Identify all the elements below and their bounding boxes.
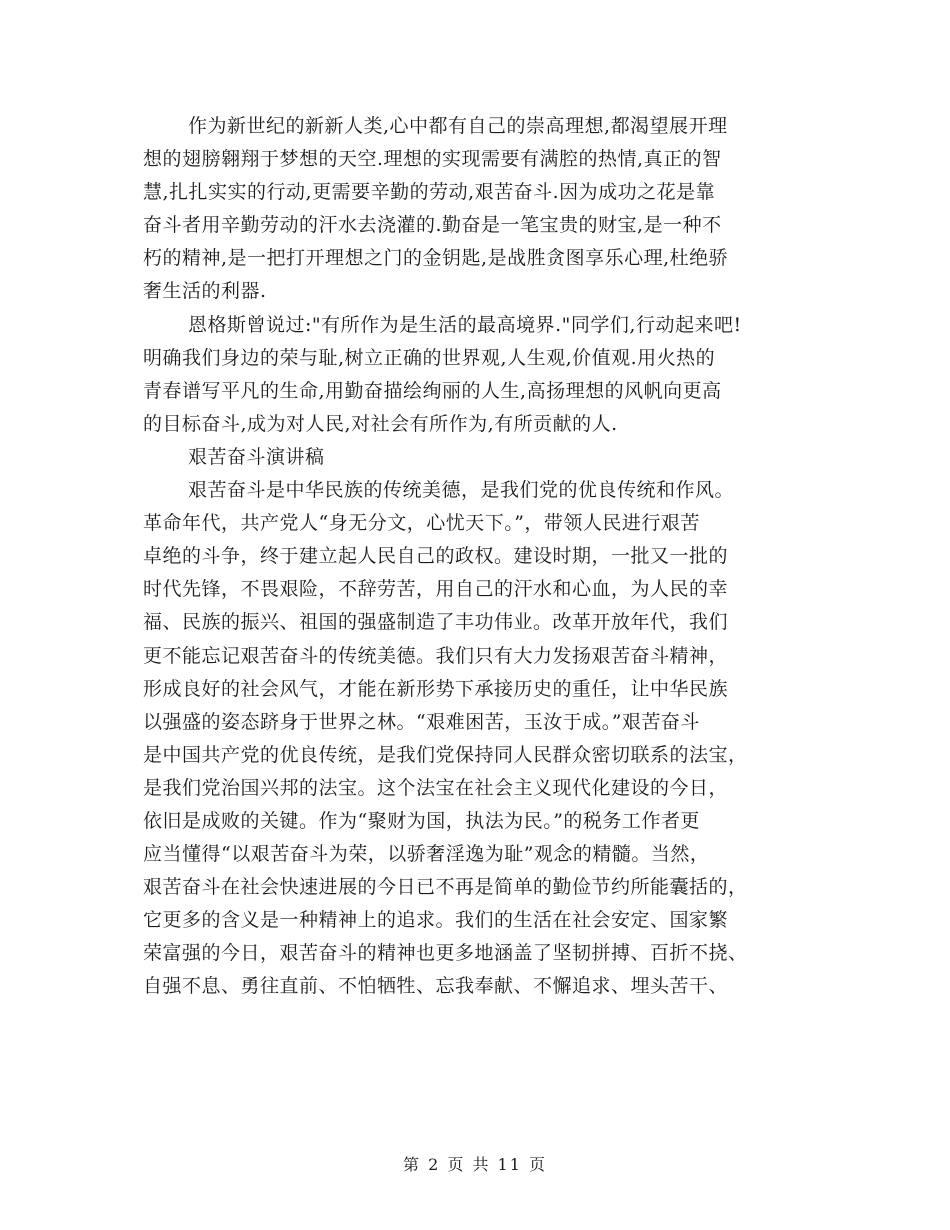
text-line: 明确我们身边的荣与耻,树立正确的世界观,人生观,价值观.用火热的	[143, 346, 716, 369]
text-line: 荣富强的今日，艰苦奋斗的精神也更多地涵盖了坚韧拼搏、百折不挠、	[143, 942, 748, 965]
text-line: 依旧是成败的关键。作为“聚财为国，执法为民。”的税务工作者更	[143, 809, 700, 832]
text-line: 以强盛的姿态跻身于世界之林。“艰难困苦，玉汝于成。”艰苦奋斗	[143, 710, 700, 733]
text-line: 革命年代，共产党人“身无分文，心忧天下。”，带领人民进行艰苦	[143, 512, 700, 535]
text-line: 青春谱写平凡的生命,用勤奋描绘绚丽的人生,高扬理想的风帆向更高	[143, 379, 722, 402]
text-line: 卓绝的斗争，终于建立起人民自己的政权。建设时期，一批又一批的	[143, 545, 729, 568]
text-line: 作为新世纪的新新人类,心中都有自己的崇高理想,都渴望展开理	[188, 115, 728, 137]
text-line: 奋斗者用辛勤劳动的汗水去浇灌的.勤奋是一笔宝贵的财宝,是一种不	[143, 214, 722, 237]
text-line: 是我们党治国兴邦的法宝。这个法宝在社会主义现代化建设的今日，	[143, 776, 729, 799]
page-number-footer: 第 2 页 共 11 页	[403, 1155, 547, 1174]
text-line: 是中国共产党的优良传统，是我们党保持同人民群众密切联系的法宝，	[143, 743, 748, 766]
text-line: 形成良好的社会风气，才能在新形势下承接历史的重任，让中华民族	[143, 677, 729, 700]
text-line: 奢生活的利器.	[143, 280, 267, 303]
text-line: 朽的精神,是一把打开理想之门的金钥匙,是战胜贪图享乐心理,杜绝骄	[143, 247, 729, 270]
section-title: 艰苦奋斗演讲稿	[188, 445, 325, 468]
text-line: 慧,扎扎实实的行动,更需要辛勤的劳动,艰苦奋斗.因为成功之花是靠	[143, 181, 716, 204]
text-line: 艰苦奋斗是中华民族的传统美德，是我们党的优良传统和作风。	[188, 479, 735, 502]
text-line: 更不能忘记艰苦奋斗的传统美德。我们只有大力发扬艰苦奋斗精神，	[143, 644, 729, 667]
text-line: 时代先锋，不畏艰险，不辞劳苦，用自己的汗水和心血，为人民的幸	[143, 578, 729, 601]
text-line: 的目标奋斗,成为对人民,对社会有所作为,有所贡献的人.	[143, 412, 618, 435]
text-line: 应当懂得“以艰苦奋斗为荣，以骄奢淫逸为耻”观念的精髓。当然，	[143, 843, 710, 866]
text-line: 想的翅膀翱翔于梦想的天空.理想的实现需要有满腔的热情,真正的智	[143, 148, 722, 171]
text-line: 自强不息、勇往直前、不怕牺牲、忘我奉献、不懈追求、埋头苦干、	[143, 975, 729, 998]
text-line: 它更多的含义是一种精神上的追求。我们的生活在社会安定、国家繁	[143, 909, 729, 932]
text-line: 艰苦奋斗在社会快速进展的今日已不再是简单的勤俭节约所能囊括的，	[143, 876, 748, 899]
text-line: 福、民族的振兴、祖国的强盛制造了丰功伟业。改革开放年代，我们	[143, 611, 729, 634]
text-line: 恩格斯曾说过:"有所作为是生活的最高境界."同学们,行动起来吧!	[188, 313, 742, 336]
document-body	[143, 110, 803, 1004]
